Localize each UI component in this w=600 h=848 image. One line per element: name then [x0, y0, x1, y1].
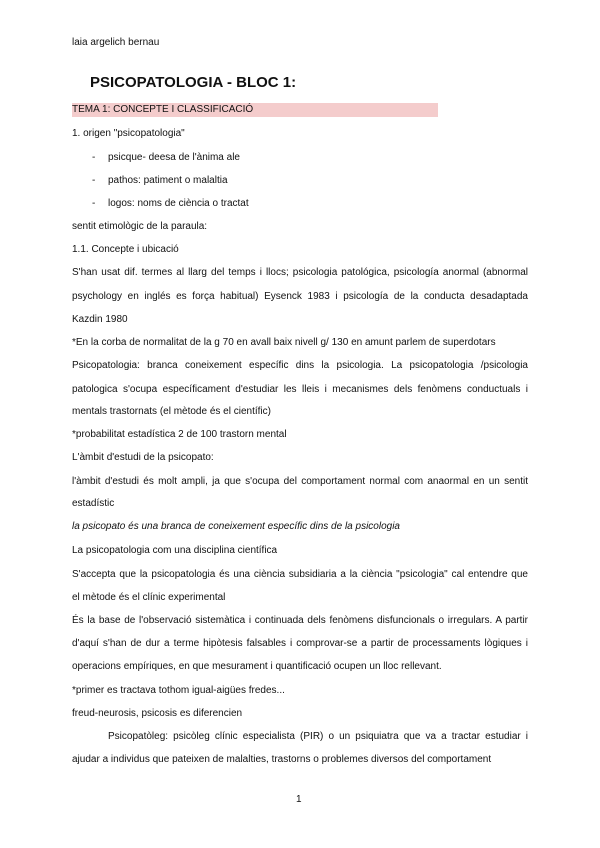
paragraph-line: mentals trastornats (el mètode és el científic): [72, 406, 271, 417]
paragraph-line: patologica s'ocupa específicament d'estudiar les lleis i mecanismes dels fenòmens conductuals i: [72, 384, 528, 395]
bullet-marker: -: [92, 175, 96, 186]
paragraph-line: L'àmbit d'estudi de la psicopato:: [72, 452, 214, 463]
page-number: 1: [296, 794, 302, 805]
paragraph-line: freud-neurosis, psicosis es diferencien: [72, 708, 243, 719]
paragraph-line: ajudar a individus que pateixen de malalties, trastorns o problemes diversos del comportament: [72, 754, 492, 765]
bullet-marker: -: [92, 152, 96, 163]
paragraph-line: La psicopatologia com una disciplina científica: [72, 545, 278, 556]
paragraph-line: estadístic: [72, 498, 115, 509]
section-heading: TEMA 1: CONCEPTE I CLASSIFICACIÓ: [72, 103, 438, 117]
paragraph-line: psychology en inglés es força habitual) Eysenck 1983 i psicología de la conducta desadaptada: [72, 291, 528, 302]
subheading: 1.1. Concepte i ubicació: [72, 244, 179, 255]
bullet-item: pathos: patiment o malaltia: [108, 175, 228, 186]
origin-heading: 1. origen "psicopatologia": [72, 128, 185, 139]
paragraph-line: *primer es tractava tothom igual-aigües fredes...: [72, 685, 285, 696]
header-author: laia argelich bernau: [72, 37, 160, 48]
paragraph-line: sentit etimològic de la paraula:: [72, 221, 208, 232]
paragraph-line: Psicopatologia: branca coneixement específic dins la psicologia. La psicopatologia /psicologia: [72, 360, 528, 371]
paragraph-line: operacions empíriques, en que mesurament i quantificació ocupen un lloc rellevant.: [72, 661, 442, 672]
bullet-marker: -: [92, 198, 96, 209]
paragraph-line: *probabilitat estadística 2 de 100 trastorn mental: [72, 429, 287, 440]
paragraph-line: d'aquí s'han de dur a terme hipòtesis falsables i comprovar-se a partir de processaments lògiques i: [72, 638, 528, 649]
paragraph-line: el mètode és el clínic experimental: [72, 592, 226, 603]
italic-line: la psicopato és una branca de coneixement específic dins de la psicologia: [72, 521, 400, 532]
paragraph-line: Psicopatòleg: psicòleg clínic especialista (PIR) o un psiquiatra que va a tractar estudiar i: [108, 731, 528, 742]
page-title: PSICOPATOLOGIA - BLOC 1:: [90, 74, 297, 91]
paragraph-line: *En la corba de normalitat de la g 70 en avall baix nivell g/ 130 en amunt parlem de superdotars: [72, 337, 496, 348]
paragraph-line: És la base de l'observació sistemàtica i continuada dels fenòmens disfuncionals o irregulars. A partir: [72, 615, 528, 626]
paragraph-line: S'han usat dif. termes al llarg del temps i llocs; psicologia patológica, psicología anormal (abnormal: [72, 267, 528, 278]
bullet-item: psicque- deesa de l'ànima ale: [108, 152, 240, 163]
paragraph-line: l'àmbit d'estudi és molt ampli, ja que s'ocupa del comportament normal com anaormal en un sentit: [72, 476, 528, 487]
paragraph-line: S'accepta que la psicopatologia és una ciència subsidiaria a la ciència "psicologia" cal entendre que: [72, 569, 528, 580]
paragraph-line: Kazdin 1980: [72, 314, 128, 325]
bullet-item: logos: noms de ciència o tractat: [108, 198, 249, 209]
